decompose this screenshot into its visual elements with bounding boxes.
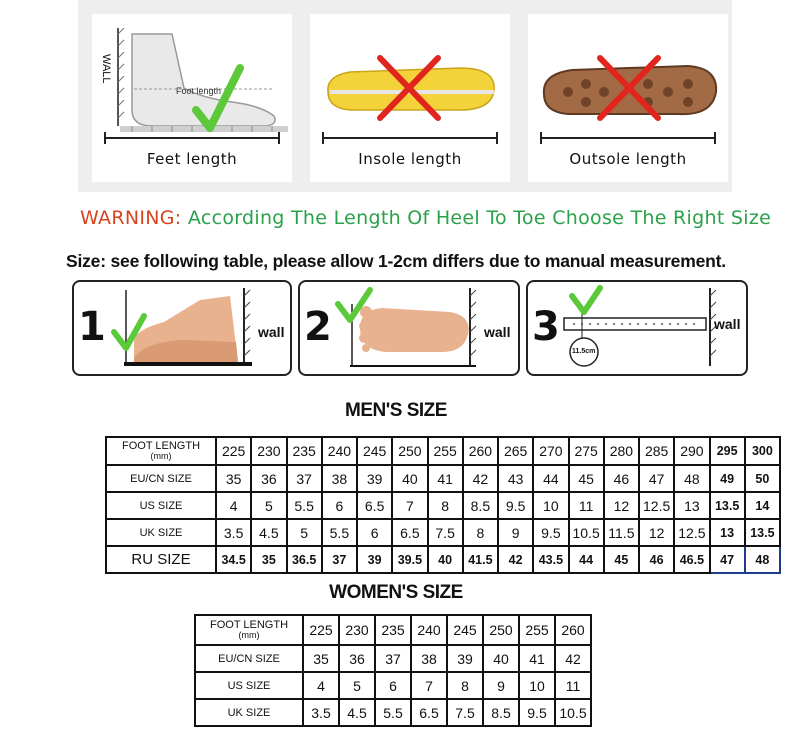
dimension-line [540,132,716,144]
row-label: EU/CN SIZE [106,465,216,492]
step-number: 2 [304,304,332,350]
step-1 [72,280,292,376]
wall-label: WALL [100,54,112,84]
warning-label: WARNING: [80,207,182,229]
size-cell: 3.5 [216,519,251,546]
foot-length-cell: 300 [745,437,780,465]
foot-length-cell: 240 [322,437,357,465]
size-cell: 35 [303,645,339,672]
size-cell: 8 [428,492,463,519]
size-cell: 13.5 [710,492,745,519]
table-row [106,546,780,573]
table-row [195,699,591,726]
mens-size-title: MEN'S SIZE [345,400,447,421]
size-cell: 42 [555,645,591,672]
foot-length-cell: 260 [463,437,498,465]
foot-length-cell: 245 [447,615,483,645]
table-row [195,645,591,672]
size-cell: 6.5 [411,699,447,726]
foot-length-cell: 250 [392,437,427,465]
foot-length-cell: 230 [339,615,375,645]
mens-size-table [105,436,781,574]
wall-label: wall [714,316,741,332]
size-cell: 36.5 [287,546,322,573]
size-cell: 38 [322,465,357,492]
foot-length-cell: 225 [216,437,251,465]
table-row [195,672,591,699]
table-row [106,519,780,546]
womens-size-table [194,614,592,727]
size-cell: 13 [710,519,745,546]
insole-illustration [310,14,510,144]
size-cell: 14 [745,492,780,519]
foot-on-ruler-illustration [92,14,292,144]
size-cell: 41.5 [463,546,498,573]
foot-length-cell: 225 [303,615,339,645]
size-cell: 4 [216,492,251,519]
size-cell: 9.5 [533,519,568,546]
size-cell: 13 [674,492,709,519]
size-cell: 41 [428,465,463,492]
size-cell: 11 [569,492,604,519]
size-cell: 10.5 [555,699,591,726]
size-note: Size: see following table, please allow 1-2cm differs due to manual measurement. [66,251,726,271]
row-label: RU SIZE [106,546,216,573]
panel-caption: Outsole length [569,150,687,168]
size-cell: 6 [375,672,411,699]
size-cell: 44 [569,546,604,573]
size-cell: 39 [447,645,483,672]
foot-length-cell: 280 [604,437,639,465]
size-cell: 8 [447,672,483,699]
warning-line [80,207,771,229]
foot-length-cell: 285 [639,437,674,465]
size-cell: 4.5 [251,519,286,546]
step-number: 1 [78,304,106,350]
size-cell: 35 [251,546,286,573]
size-cell: 41 [519,645,555,672]
foot-length-cell: 250 [483,615,519,645]
size-cell: 10 [519,672,555,699]
size-cell: 12.5 [674,519,709,546]
size-cell: 43 [498,465,533,492]
size-cell: 39 [357,546,392,573]
size-cell: 47 [710,546,745,573]
foot-side-illustration [104,282,254,374]
size-cell: 5.5 [287,492,322,519]
size-cell: 43.5 [533,546,568,573]
size-cell: 47 [639,465,674,492]
size-cell: 36 [251,465,286,492]
panel-caption: Feet length [146,150,238,168]
size-cell: 4.5 [339,699,375,726]
size-cell: 36 [339,645,375,672]
panel-insole-length [310,14,510,182]
size-cell: 3.5 [303,699,339,726]
outsole-illustration [528,14,728,144]
size-cell: 12 [604,492,639,519]
checkmark-icon [572,288,600,312]
size-cell: 40 [483,645,519,672]
size-cell: 10.5 [569,519,604,546]
row-label: US SIZE [106,492,216,519]
size-cell: 35 [216,465,251,492]
size-cell: 8.5 [483,699,519,726]
size-cell: 7 [392,492,427,519]
wall-label: wall [258,324,285,340]
table-row [195,615,591,645]
size-cell: 39 [357,465,392,492]
size-cell: 6.5 [392,519,427,546]
row-label: US SIZE [195,672,303,699]
size-cell: 6 [322,492,357,519]
size-cell: 11.5 [604,519,639,546]
foot-length-inner-label: Foot length [176,86,222,96]
wall-label: wall [484,324,511,340]
size-cell: 9.5 [519,699,555,726]
foot-length-cell: 255 [428,437,463,465]
size-cell: 46 [639,546,674,573]
foot-length-cell: 265 [498,437,533,465]
step-number: 3 [532,304,560,350]
size-cell: 48 [745,546,780,573]
dimension-line [322,132,498,144]
size-cell: 37 [287,465,322,492]
foot-length-cell: 245 [357,437,392,465]
foot-length-cell: 275 [569,437,604,465]
size-cell: 5.5 [322,519,357,546]
length-badge: 11.5cm [572,348,596,355]
size-cell: 48 [674,465,709,492]
size-cell: 11 [555,672,591,699]
size-cell: 4 [303,672,339,699]
step-3 [526,280,748,376]
size-cell: 49 [710,465,745,492]
size-cell: 12 [639,519,674,546]
foot-length-cell: 255 [519,615,555,645]
size-cell: 8 [463,519,498,546]
size-cell: 9 [498,519,533,546]
panel-feet-length [92,14,292,182]
foot-length-cell: 240 [411,615,447,645]
size-cell: 42 [463,465,498,492]
size-cell: 37 [322,546,357,573]
foot-length-cell: 290 [674,437,709,465]
step-2 [298,280,520,376]
warning-text: According The Length Of Heel To Toe Choose The Right Size [187,207,772,229]
size-cell: 5 [287,519,322,546]
row-label: EU/CN SIZE [195,645,303,672]
size-cell: 12.5 [639,492,674,519]
size-cell: 45 [569,465,604,492]
foot-length-cell: 230 [251,437,286,465]
size-cell: 7.5 [447,699,483,726]
table-row [106,437,780,465]
row-label: UK SIZE [106,519,216,546]
foot-length-cell: 235 [375,615,411,645]
row-label: UK SIZE [195,699,303,726]
foot-length-cell: 260 [555,615,591,645]
table-row [106,492,780,519]
size-cell: 50 [745,465,780,492]
size-cell: 46.5 [674,546,709,573]
measurement-methods-band [78,0,732,192]
size-cell: 5 [251,492,286,519]
size-cell: 9.5 [498,492,533,519]
size-cell: 7 [411,672,447,699]
size-cell: 5.5 [375,699,411,726]
size-cell: 8.5 [463,492,498,519]
size-cell: 9 [483,672,519,699]
panel-outsole-length [528,14,728,182]
womens-size-title: WOMEN'S SIZE [329,582,463,603]
foot-length-header: FOOT LENGTH (mm) [106,437,216,465]
table-row [106,465,780,492]
foot-length-header: FOOT LENGTH (mm) [195,615,303,645]
size-cell: 13.5 [745,519,780,546]
size-cell: 34.5 [216,546,251,573]
foot-length-cell: 295 [710,437,745,465]
size-cell: 7.5 [428,519,463,546]
size-cell: 44 [533,465,568,492]
size-cell: 45 [604,546,639,573]
foot-length-cell: 270 [533,437,568,465]
ruler-illustration [558,282,718,374]
size-cell: 40 [392,465,427,492]
foot-length-cell: 235 [287,437,322,465]
size-cell: 6.5 [357,492,392,519]
size-cell: 42 [498,546,533,573]
dimension-line [104,132,280,144]
foot-top-illustration [330,282,480,374]
panel-caption: Insole length [358,150,462,168]
size-cell: 39.5 [392,546,427,573]
size-cell: 5 [339,672,375,699]
size-cell: 10 [533,492,568,519]
size-cell: 37 [375,645,411,672]
size-cell: 40 [428,546,463,573]
size-cell: 38 [411,645,447,672]
size-cell: 6 [357,519,392,546]
size-cell: 46 [604,465,639,492]
